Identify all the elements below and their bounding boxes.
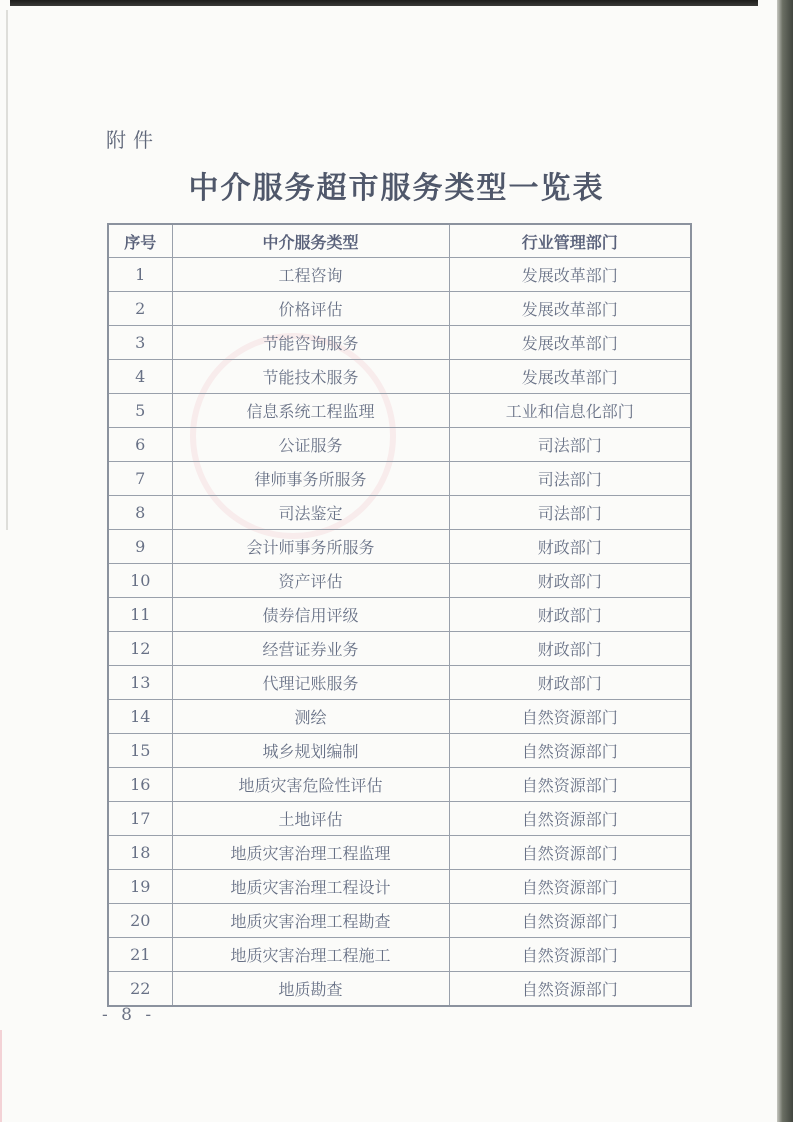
cell-service-type: 城乡规划编制: [172, 734, 449, 768]
cell-serial-number: 6: [108, 428, 172, 462]
cell-service-type: 经营证券业务: [172, 632, 449, 666]
cell-department: 工业和信息化部门: [449, 394, 691, 428]
cell-department: 司法部门: [449, 496, 691, 530]
cell-department: 自然资源部门: [449, 870, 691, 904]
cell-serial-number: 2: [108, 292, 172, 326]
cell-serial-number: 8: [108, 496, 172, 530]
cell-department: 自然资源部门: [449, 938, 691, 972]
cell-serial-number: 17: [108, 802, 172, 836]
table-row: [108, 598, 691, 632]
scan-edge-left: [6, 10, 8, 530]
cell-serial-number: 14: [108, 700, 172, 734]
table-header: [108, 224, 691, 258]
attachment-label: 附件: [106, 128, 160, 152]
cell-service-type: 地质灾害治理工程施工: [172, 938, 449, 972]
cell-service-type: 信息系统工程监理: [172, 394, 449, 428]
cell-department: 自然资源部门: [449, 802, 691, 836]
table-row: [108, 904, 691, 938]
cell-department: 发展改革部门: [449, 258, 691, 292]
header-cell-department: 行业管理部门: [449, 224, 691, 258]
cell-serial-number: 1: [108, 258, 172, 292]
cell-service-type: 地质灾害治理工程勘查: [172, 904, 449, 938]
cell-department: 财政部门: [449, 632, 691, 666]
cell-serial-number: 15: [108, 734, 172, 768]
cell-serial-number: 3: [108, 326, 172, 360]
scan-edge-top: [10, 0, 758, 6]
cell-department: 自然资源部门: [449, 734, 691, 768]
table-row: [108, 938, 691, 972]
cell-department: 自然资源部门: [449, 972, 691, 1007]
cell-serial-number: 13: [108, 666, 172, 700]
table-row: [108, 666, 691, 700]
cell-service-type: 测绘: [172, 700, 449, 734]
table-row: [108, 394, 691, 428]
cell-service-type: 公证服务: [172, 428, 449, 462]
cell-service-type: 节能咨询服务: [172, 326, 449, 360]
cell-service-type: 债券信用评级: [172, 598, 449, 632]
cell-service-type: 律师事务所服务: [172, 462, 449, 496]
table-row: [108, 428, 691, 462]
header-cell-service-type: 中介服务类型: [172, 224, 449, 258]
cell-department: 财政部门: [449, 564, 691, 598]
table-row: [108, 972, 691, 1007]
table-row: [108, 700, 691, 734]
cell-department: 自然资源部门: [449, 768, 691, 802]
cell-serial-number: 4: [108, 360, 172, 394]
cell-service-type: 会计师事务所服务: [172, 530, 449, 564]
page-number: - 8 -: [102, 1005, 156, 1025]
cell-service-type: 节能技术服务: [172, 360, 449, 394]
cell-service-type: 资产评估: [172, 564, 449, 598]
cell-department: 发展改革部门: [449, 326, 691, 360]
cell-service-type: 代理记账服务: [172, 666, 449, 700]
cell-serial-number: 5: [108, 394, 172, 428]
table-row: [108, 496, 691, 530]
table-row: [108, 292, 691, 326]
cell-department: 自然资源部门: [449, 836, 691, 870]
cell-department: 财政部门: [449, 598, 691, 632]
cell-department: 财政部门: [449, 666, 691, 700]
cell-serial-number: 7: [108, 462, 172, 496]
table-row: [108, 530, 691, 564]
cell-serial-number: 20: [108, 904, 172, 938]
cell-department: 自然资源部门: [449, 700, 691, 734]
cell-serial-number: 12: [108, 632, 172, 666]
cell-department: 发展改革部门: [449, 292, 691, 326]
header-cell-no: 序号: [108, 224, 172, 258]
cell-serial-number: 21: [108, 938, 172, 972]
cell-department: 发展改革部门: [449, 360, 691, 394]
cell-serial-number: 10: [108, 564, 172, 598]
cell-service-type: 地质灾害治理工程设计: [172, 870, 449, 904]
cell-service-type: 司法鉴定: [172, 496, 449, 530]
cell-service-type: 地质勘查: [172, 972, 449, 1007]
table-body: [108, 258, 691, 1007]
cell-department: 司法部门: [449, 428, 691, 462]
cell-serial-number: 19: [108, 870, 172, 904]
table-row: [108, 258, 691, 292]
table-row: [108, 462, 691, 496]
table-row: [108, 360, 691, 394]
table-row: [108, 836, 691, 870]
table-row: [108, 870, 691, 904]
cell-department: 自然资源部门: [449, 904, 691, 938]
table-row: [108, 632, 691, 666]
service-type-table: [107, 223, 692, 1007]
page-title: 中介服务超市服务类型一览表: [188, 171, 605, 206]
table-row: [108, 802, 691, 836]
cell-service-type: 价格评估: [172, 292, 449, 326]
table-row: [108, 734, 691, 768]
cell-service-type: 地质灾害治理工程监理: [172, 836, 449, 870]
cell-serial-number: 11: [108, 598, 172, 632]
table-row: [108, 768, 691, 802]
cell-serial-number: 18: [108, 836, 172, 870]
cell-service-type: 地质灾害危险性评估: [172, 768, 449, 802]
cell-service-type: 土地评估: [172, 802, 449, 836]
table-row: [108, 564, 691, 598]
cell-department: 财政部门: [449, 530, 691, 564]
table-header-row: [108, 224, 691, 258]
cell-serial-number: 16: [108, 768, 172, 802]
scan-edge-pink-artifact: [0, 1030, 2, 1122]
cell-department: 司法部门: [449, 462, 691, 496]
cell-serial-number: 22: [108, 972, 172, 1007]
table-row: [108, 326, 691, 360]
cell-serial-number: 9: [108, 530, 172, 564]
cell-service-type: 工程咨询: [172, 258, 449, 292]
